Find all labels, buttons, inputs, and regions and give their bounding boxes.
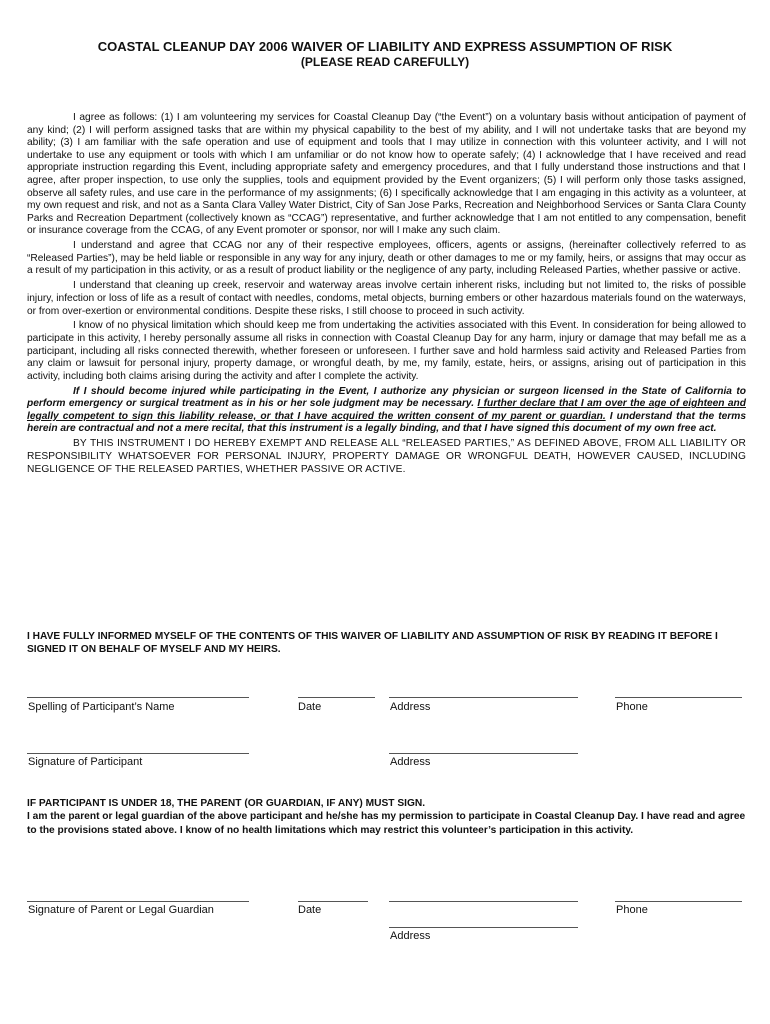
- participant-address-label: Address: [390, 701, 431, 713]
- document-subtitle: (PLEASE READ CAREFULLY): [300, 55, 470, 69]
- paragraph-inherent-risks: I understand that cleaning up creek, reservoir and waterway areas involve certain inherent risks, including but not limited to, the risks of possible injury, infection or loss of life as a result of contact with needles, condoms, metal objects, burning embers or other hazardous materials found on the waterways, or from over-exertion or environmental conditions. Despite these risks, I still choose to proceed in such activity.: [27, 280, 746, 317]
- participant-address-line[interactable]: [389, 697, 578, 698]
- participant-phone-label: Phone: [616, 701, 648, 713]
- participant-date-label: Date: [298, 701, 322, 713]
- participant-name-line[interactable]: [27, 697, 249, 698]
- guardian-address2-line[interactable]: [389, 927, 578, 928]
- waiver-body: [27, 112, 746, 478]
- guardian-date-line[interactable]: [298, 901, 368, 902]
- participant-date-line[interactable]: [298, 697, 375, 698]
- guardian-phone-line[interactable]: [615, 901, 742, 902]
- paragraph-medical-authorization: [27, 386, 746, 436]
- participant-name-label: Spelling of Participant’s Name: [28, 701, 175, 713]
- minor-heading: IF PARTICIPANT IS UNDER 18, THE PARENT (OR GUARDIAN, IF ANY) MUST SIGN.: [27, 798, 426, 809]
- participant-signature-label: Signature of Participant: [28, 756, 143, 768]
- minor-statement: I am the parent or legal guardian of the above participant and he/she has my permission to participate in Coastal Cleanup Day. I have read and agree to the provisions stated above. I know of no health limitations which may restrict this volunteer’s participation in this activity.: [27, 811, 746, 836]
- guardian-signature-line[interactable]: [27, 901, 249, 902]
- participant-phone-line[interactable]: [615, 697, 742, 698]
- guardian-address-label: Address: [390, 930, 431, 942]
- minor-section: [27, 797, 747, 837]
- informed-statement: I HAVE FULLY INFORMED MYSELF OF THE CONTENTS OF THIS WAIVER OF LIABILITY AND ASSUMPTION OF RISK BY READING IT BEFORE I SIGNED IT ON BEHALF OF MYSELF AND MY HEIRS.: [27, 631, 718, 655]
- paragraph-assumption-of-risk: I know of no physical limitation which should keep me from undertaking the activities associated with this Event. In consideration for being allowed to participate in this activity, I hereby personally assume all risks in connection with Coastal Cleanup Day for any harm, injury or damage that may befall me as a participant, including all risks connected therewith, whether foreseen or unforeseen. I further save and hold harmless said activity and Released Parties from any claim or lawsuit for personal injury, property damage, or wrongful death, by me, my family, estate, heirs, or assigns, arising out of participation in this activity, including both claims arising during the activity and after I complete the activity.: [27, 320, 746, 382]
- guardian-signature-label: Signature of Parent or Legal Guardian: [28, 904, 214, 916]
- medical-authorization-text: If I should become injured while participating in the Event, I authorize any physician or surgeon licensed in the State of California to perform emergency or surgical treatment as in his or her sole judgment may be necessary.: [27, 385, 746, 410]
- document-title: COASTAL CLEANUP DAY 2006 WAIVER OF LIABILITY AND EXPRESS ASSUMPTION OF RISK: [97, 39, 673, 54]
- guardian-address-line[interactable]: [389, 901, 578, 902]
- participant-address2-label: Address: [390, 756, 431, 768]
- age-declaration-text: I further declare that I am over the age of eighteen and legally competent to sign this liability release, or that I have acquired the written consent of my parent or guardian.: [27, 398, 746, 422]
- paragraph-release: BY THIS INSTRUMENT I DO HEREBY EXEMPT AND RELEASE ALL “RELEASED PARTIES,” AS DEFINED ABOVE, FROM ALL LIABILITY OR RESPONSIBILITY WHATSOEVER FOR PERSONAL INJURY, PROPERTY DAMAGE OR WRONGFUL DEATH, HOWEVER CAUSED, INCLUDING NEGLIGENCE OF THE RELEASED PARTIES, WHETHER PASSIVE OR ACTIVE.: [27, 438, 746, 475]
- contract-statement-text: I understand that the terms herein are contractual and not a mere recital, that this instrument is a legally binding, and that I have signed this document of my own free act.: [27, 410, 746, 435]
- participant-address2-line[interactable]: [389, 753, 578, 754]
- guardian-date-label: Date: [298, 904, 322, 916]
- paragraph-agreement: I agree as follows: (1) I am volunteering my services for Coastal Cleanup Day (“the Event”) on a voluntary basis without anticipation of payment of any kind; (2) I will perform assigned tasks that are within my physical capability to the best of my ability, and I will not undertake tasks that are beyond my ability; (3) I am familiar with the safe operation and use of equipment and tools that I may utilize in connection with this volunteer activity, and I will not undertake to use any equipment or tools with which I am unfamiliar or do not know how to operate safely; (4) I acknowledge that I have received and read appropriate instruction regarding this Event, including appropriate safety and emergency procedures, and that I fully understand those instructions and that I agree, after proper inspection, to use only the supplies, tools and equipment provided by the Event organizers; (5) I will perform only those tasks assigned, observe all safety rules, and use care in the performance of my assignments; (6) I specifically acknowledge that I am engaging in this activity as a volunteer, at my own request and risk, and not as a Santa Clara Valley Water District, City of San Jose Parks, Recreation and Neighborhood Services or Santa Clara County Parks and Recreation Department (collectively known as “CCAG”) representative, and further acknowledge that I am not entitled to any compensation, benefit or insurance coverage from the CCAG, of any Event promoter or sponsor, nor will I make any such claim.: [27, 112, 746, 237]
- guardian-phone-label: Phone: [616, 904, 648, 916]
- paragraph-released-parties: I understand and agree that CCAG nor any of their respective employees, officers, agents or assigns, (hereinafter collectively referred to as “Released Parties”), may be held liable or responsible in any way for any injury, death or other damages to me or my family, heirs, or assigns that may occur as a result of my participation in this activity, or as a result of product liability or the negligence of any party, including Released Parties, whether passive or active.: [27, 240, 746, 277]
- participant-signature-line[interactable]: [27, 753, 249, 754]
